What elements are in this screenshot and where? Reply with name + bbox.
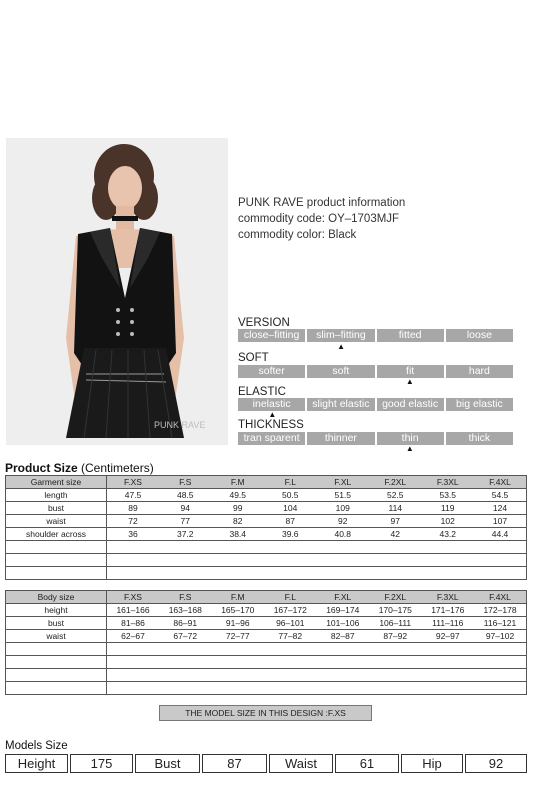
scale-option: soft [307,365,374,378]
row-label: waist [6,630,107,643]
table-cell: 94 [159,502,212,515]
table-cell: 62–67 [107,630,160,643]
table-cell: 97–102 [474,630,527,643]
table-row [6,515,527,528]
model-waist-value: 61 [335,754,399,773]
model-hip-label: Hip [401,754,463,773]
table-row [6,604,527,617]
size-column-header: F.2XL [369,476,422,489]
scale-option: fit [377,365,444,378]
scale-option: inelastic [238,398,305,411]
row-label: waist [6,515,107,528]
table-cell: 44.4 [474,528,527,541]
empty-cell [107,669,527,682]
table-cell: 87 [264,515,317,528]
size-column-header: F.L [264,591,317,604]
empty-table-row [6,682,527,695]
size-column-header: F.XL [317,591,370,604]
table-cell: 171–176 [422,604,475,617]
table-cell: 42 [369,528,422,541]
table-cell: 40.8 [317,528,370,541]
table-row [6,528,527,541]
table-row [6,489,527,502]
table-header-label: Body size [6,591,107,604]
attribute-title: ELASTIC [238,386,286,398]
attribute-title: SOFT [238,352,269,364]
empty-cell [6,567,107,580]
table-cell: 107 [474,515,527,528]
attribute-title: THICKNESS [238,419,304,431]
table-cell: 111–116 [422,617,475,630]
row-label: bust [6,502,107,515]
table-cell: 119 [422,502,475,515]
table-cell: 89 [107,502,160,515]
row-label: length [6,489,107,502]
empty-cell [6,554,107,567]
commodity-code-line: commodity code: OY–1703MJF [238,213,400,225]
table-cell: 53.5 [422,489,475,502]
brand-info-line: PUNK RAVE product information [238,197,406,209]
empty-cell [107,554,527,567]
scale-option: hard [446,365,513,378]
table-cell: 81–86 [107,617,160,630]
size-column-header: F.3XL [422,476,475,489]
table-cell: 170–175 [369,604,422,617]
table-cell: 124 [474,502,527,515]
table-cell: 72–77 [212,630,265,643]
table-cell: 87–92 [369,630,422,643]
attribute-scale [238,329,513,342]
table-cell: 165–170 [212,604,265,617]
table-cell: 72 [107,515,160,528]
empty-cell [6,682,107,695]
empty-table-row [6,541,527,554]
model-height-label: Height [5,754,68,773]
table-cell: 161–166 [107,604,160,617]
scale-option: big elastic [446,398,513,411]
table-cell: 48.5 [159,489,212,502]
table-row [6,630,527,643]
empty-table-row [6,554,527,567]
size-column-header: F.XS [107,476,160,489]
scale-option: thinner [307,432,374,445]
table-cell: 102 [422,515,475,528]
table-cell: 82–87 [317,630,370,643]
scale-option: loose [446,329,513,342]
table-cell: 172–178 [474,604,527,617]
photo-watermark: PUNK RAVE [154,420,206,430]
attribute-scale [238,432,513,445]
selection-marker-icon: ▲ [405,444,414,453]
model-bust-label: Bust [135,754,200,773]
table-cell: 97 [369,515,422,528]
garment-size-table [5,475,527,580]
empty-cell [107,541,527,554]
empty-cell [6,656,107,669]
empty-table-row [6,567,527,580]
size-column-header: F.XL [317,476,370,489]
table-cell: 169–174 [317,604,370,617]
scale-option: fitted [377,329,444,342]
model-height-value: 175 [70,754,133,773]
table-cell: 54.5 [474,489,527,502]
size-column-header: F.2XL [369,591,422,604]
product-size-heading [5,461,154,475]
table-cell: 47.5 [107,489,160,502]
model-size-banner: THE MODEL SIZE IN THIS DESIGN :F.XS [159,705,372,721]
table-cell: 38.4 [212,528,265,541]
table-cell: 82 [212,515,265,528]
table-cell: 96–101 [264,617,317,630]
commodity-color-line: commodity color: Black [238,229,357,241]
scale-option: slight elastic [307,398,374,411]
empty-table-row [6,643,527,656]
scale-option: good elastic [377,398,444,411]
size-column-header: F.M [212,591,265,604]
table-cell: 39.6 [264,528,317,541]
empty-cell [107,643,527,656]
size-column-header: F.M [212,476,265,489]
product-size-unit: (Centimeters) [77,461,154,475]
model-hip-value: 92 [465,754,527,773]
empty-table-row [6,656,527,669]
table-cell: 92–97 [422,630,475,643]
table-cell: 37.2 [159,528,212,541]
table-cell: 86–91 [159,617,212,630]
empty-cell [6,541,107,554]
table-cell: 109 [317,502,370,515]
table-cell: 167–172 [264,604,317,617]
scale-option: softer [238,365,305,378]
table-row [6,617,527,630]
table-cell: 50.5 [264,489,317,502]
table-cell: 36 [107,528,160,541]
table-cell: 51.5 [317,489,370,502]
scale-option: thin [377,432,444,445]
selection-marker-icon: ▲ [405,377,414,386]
empty-cell [6,643,107,656]
models-size-title: Models Size [5,740,68,752]
table-header-label: Garment size [6,476,107,489]
size-column-header: F.4XL [474,476,527,489]
table-cell: 52.5 [369,489,422,502]
table-cell: 77 [159,515,212,528]
size-column-header: F.S [159,591,212,604]
scale-option: slim–fitting [307,329,374,342]
row-label: shoulder across [6,528,107,541]
product-size-title: Product Size [5,461,78,475]
body-size-table [5,590,527,695]
empty-cell [6,669,107,682]
scale-option: thick [446,432,513,445]
table-cell: 91–96 [212,617,265,630]
size-column-header: F.L [264,476,317,489]
table-cell: 92 [317,515,370,528]
selection-marker-icon: ▲ [268,410,277,419]
product-photo [6,138,228,445]
table-cell: 114 [369,502,422,515]
table-cell: 101–106 [317,617,370,630]
size-column-header: F.S [159,476,212,489]
selection-marker-icon: ▲ [337,342,346,351]
attribute-scale [238,365,513,378]
table-header-row [6,591,527,604]
model-figure-illustration [6,138,228,445]
table-header-row [6,476,527,489]
size-column-header: F.3XL [422,591,475,604]
attribute-title: VERSION [238,317,290,329]
empty-cell [107,656,527,669]
table-cell: 99 [212,502,265,515]
row-label: height [6,604,107,617]
row-label: bust [6,617,107,630]
model-waist-label: Waist [269,754,333,773]
table-cell: 43.2 [422,528,475,541]
table-cell: 116–121 [474,617,527,630]
size-column-header: F.4XL [474,591,527,604]
table-cell: 67–72 [159,630,212,643]
attribute-scale [238,398,513,411]
table-cell: 106–111 [369,617,422,630]
table-cell: 163–168 [159,604,212,617]
model-bust-value: 87 [202,754,267,773]
empty-table-row [6,669,527,682]
table-cell: 77–82 [264,630,317,643]
size-column-header: F.XS [107,591,160,604]
empty-cell [107,682,527,695]
scale-option: tran sparent [238,432,305,445]
table-cell: 49.5 [212,489,265,502]
empty-cell [107,567,527,580]
table-row [6,502,527,515]
models-size-row [5,754,527,773]
scale-option: close–fitting [238,329,305,342]
table-cell: 104 [264,502,317,515]
